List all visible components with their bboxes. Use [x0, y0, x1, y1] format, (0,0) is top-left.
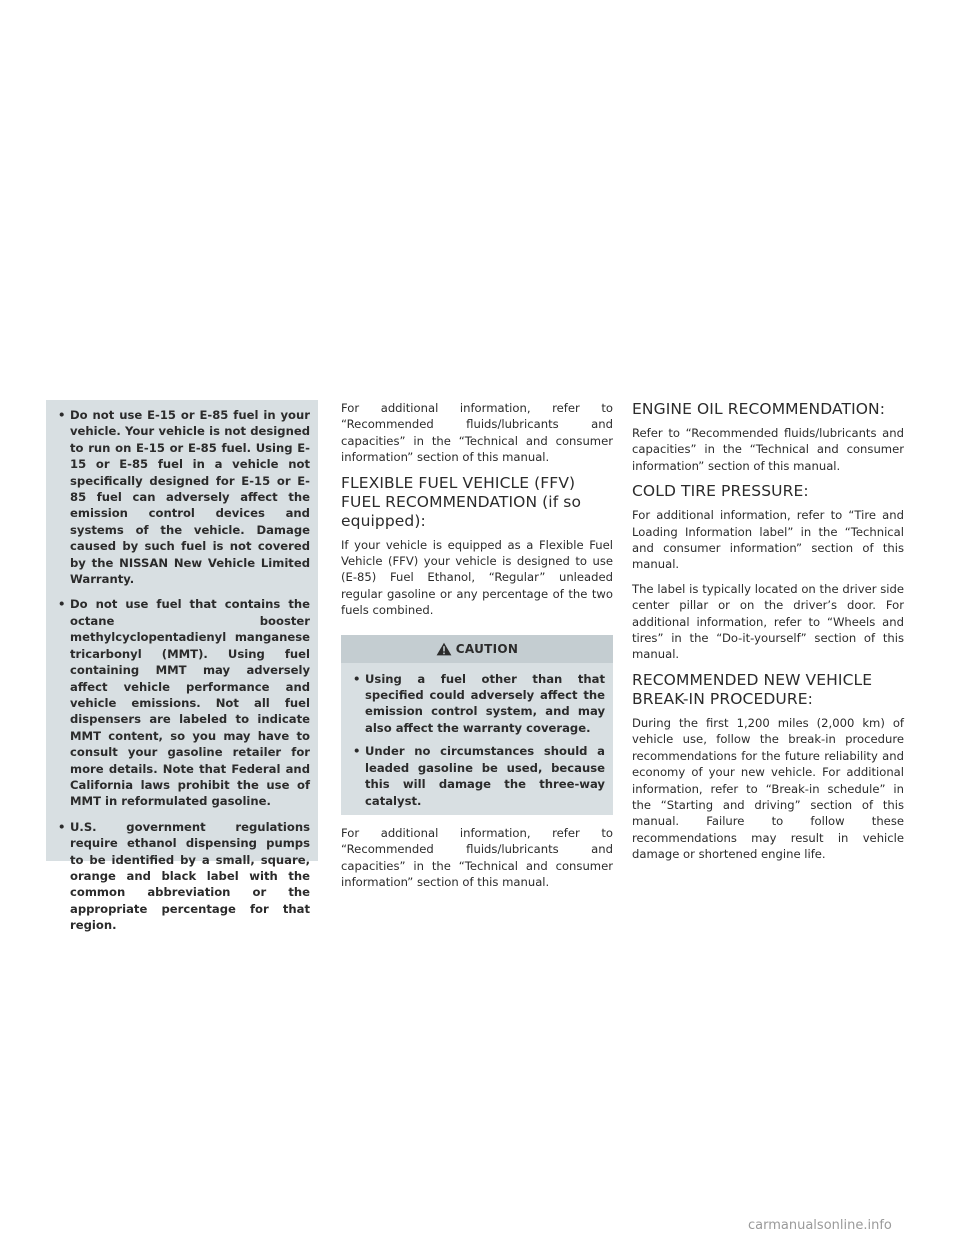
- caution-title: CAUTION: [455, 641, 519, 656]
- break-in-paragraph: During the first 1,200 miles (2,000 km) of vehicle use, follow the break-in procedure recommendations for the future reliability and economy of your new vehicle. For additional information, refer to “Break-in schedule” in the “Starting and driving” section of this manual. Failure to follow these recommendations may result in vehicle damage or shortened engine life.: [632, 715, 904, 862]
- warning-triangle-icon: [436, 642, 452, 656]
- caution-item: • Under no circumstances should a leaded gasoline be used, because this will damage the three-way catalyst.: [351, 743, 605, 809]
- warning-box: [46, 400, 318, 933]
- intro-paragraph: For additional information, refer to “Recommended fluids/lubricants and capacities” in the “Technical and consumer information” section of this manual.: [341, 401, 613, 465]
- caution-item: • Using a fuel other than that specified could adversely affect the emission control system, and may also affect the warranty coverage.: [351, 671, 605, 737]
- right-column: [632, 400, 904, 871]
- warning-item: • Do not use E-15 or E-85 fuel in your vehicle. Your vehicle is not designed to run on E-15 or E-85 fuel. Using E-15 or E-85 fuel in a vehicle not specifically designed for E-15 or E-85 fuel can adversely affect the emission control devices and systems of the vehicle. Damage caused by such fuel is not covered by the NISSAN New Vehicle Limited Warranty.: [56, 407, 310, 587]
- label-location-paragraph: The label is typically located on the driver side center pillar or on the driver’s door. For additional information, refer to “Wheels and tires” in the “Do-it-yourself” section of this manual.: [632, 581, 904, 662]
- break-in-heading: RECOMMENDED NEW VEHICLE BREAK-IN PROCEDURE:: [632, 670, 873, 708]
- cold-tire-paragraph: For additional information, refer to “Tire and Loading Information label” in the “Technical and consumer information” section of this manual.: [632, 508, 904, 572]
- warning-item: • U.S. government regulations require ethanol dispensing pumps to be identified by a small, square, orange and black label with the common abbreviation or the appropriate percentage for that region.: [56, 819, 310, 934]
- caution-box: [341, 635, 613, 815]
- watermark: carmanualsonline.info: [748, 1218, 892, 1233]
- ffv-heading: FLEXIBLE FUEL VEHICLE (FFV) FUEL RECOMMENDATION (if so equipped):: [341, 473, 582, 530]
- left-column: [46, 400, 318, 933]
- caution-header: [341, 635, 613, 663]
- cold-tire-heading: COLD TIRE PRESSURE:: [632, 482, 809, 501]
- closing-paragraph: For additional information, refer to “Recommended fluids/lubricants and capacities” in the “Technical and consumer information” section of this manual.: [341, 825, 613, 890]
- engine-oil-paragraph: Refer to “Recommended fluids/lubricants and capacities” in the “Technical and consumer information” section of this manual.: [632, 426, 904, 473]
- warning-item: • Do not use fuel that contains the octane booster methylcyclopentadienyl manganese tricarbonyl (MMT). Using fuel containing MMT may adversely affect vehicle performance and vehicle emissions. Not all fuel dispensers are labeled to indicate MMT content, so you may have to consult your gasoline retailer for more details. Note that Federal and California laws prohibit the use of MMT in reformulated gasoline.: [56, 596, 310, 809]
- ffv-paragraph: If your vehicle is equipped as a Flexible Fuel Vehicle (FFV) your vehicle is designed to use (E-85) Fuel Ethanol, “Regular” unleaded regular gasoline or any percentage of the two fuels combined.: [341, 537, 613, 618]
- middle-column: [341, 400, 613, 899]
- engine-oil-heading: ENGINE OIL RECOMMENDATION:: [632, 400, 886, 418]
